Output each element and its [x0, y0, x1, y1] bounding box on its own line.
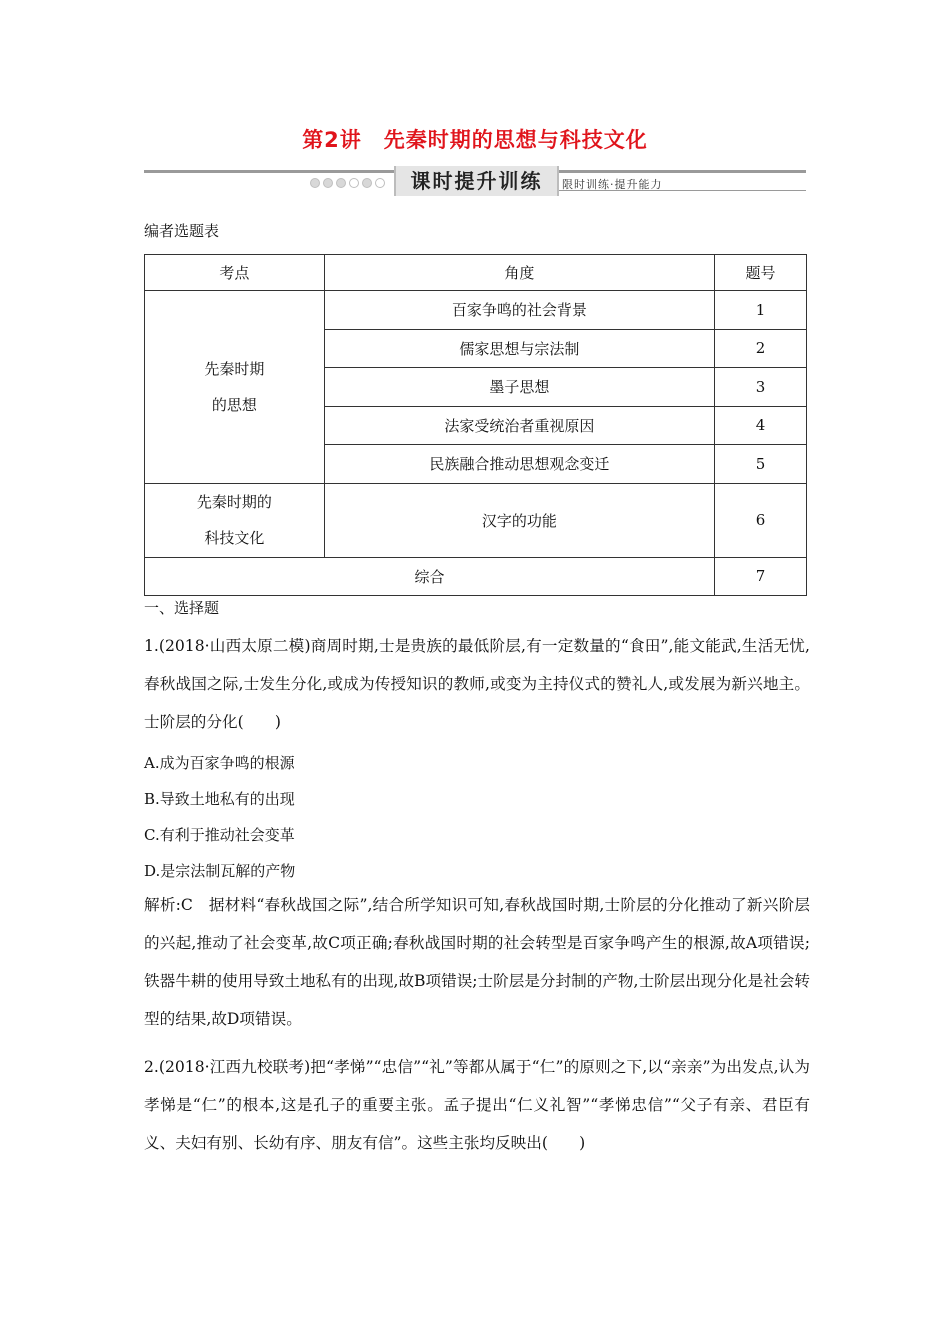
table-row [145, 483, 807, 557]
question-1-option-a: A.成为百家争鸣的根源 [144, 754, 295, 772]
angle-cell: 汉字的功能 [324, 483, 714, 557]
number-cell: 2 [715, 329, 807, 368]
number-cell: 7 [715, 557, 807, 595]
angle-cell: 法家受统治者重视原因 [324, 406, 714, 445]
summary-label: 综合 [145, 557, 715, 595]
angle-cell: 儒家思想与宗法制 [324, 329, 714, 368]
dot-icon [310, 178, 320, 188]
banner-tagline: 限时训练·提升能力 [562, 178, 663, 191]
header-angle: 角度 [324, 255, 714, 291]
question-1-option-c: C.有利于推动社会变革 [144, 826, 295, 844]
question-1-analysis: 解析:C 据材料“春秋战国之际”,结合所学知识可知,春秋战国时期,士阶层的分化推动了新兴阶层的兴起,推动了社会变革,故C项正确;春秋战国时期的社会转型是百家争鸣产生的根源,故A项错误;铁器牛耕的使用导致土地私有的出现,故B项错误;士阶层是分封制的产物,士阶层出现分化是社会转型的结果,故D项错误。 [144, 896, 810, 1028]
dot-icon [375, 178, 385, 188]
dot-icon [323, 178, 333, 188]
table-summary-row [145, 557, 807, 595]
question-1-stem: 1.(2018·山西太原二模)商周时期,士是贵族的最低阶层,有一定数量的“食田”,能文能武,生活无忧,春秋战国之际,士发生分化,或成为传授知识的教师,或变为主持仪式的赞礼人,或发展为新兴地主。士阶层的分化( ) [144, 637, 810, 731]
topic-selection-table [144, 254, 807, 596]
number-cell: 3 [715, 368, 807, 407]
table-header-row [145, 255, 807, 291]
table-row [145, 291, 807, 330]
banner-label: 课时提升训练 [394, 166, 559, 196]
angle-cell: 百家争鸣的社会背景 [324, 291, 714, 330]
section-title: 一、选择题 [144, 599, 220, 617]
number-cell: 1 [715, 291, 807, 330]
section-banner [144, 166, 806, 200]
number-cell: 6 [715, 483, 807, 557]
topic-cell: 先秦时期 的思想 [145, 291, 325, 484]
angle-cell: 民族融合推动思想观念变迁 [324, 445, 714, 484]
lesson-title: 第2讲 先秦时期的思想与科技文化 [302, 128, 648, 152]
dot-icon [336, 178, 346, 188]
number-cell: 5 [715, 445, 807, 484]
question-1-option-d: D.是宗法制瓦解的产物 [144, 862, 296, 880]
dot-icon [349, 178, 359, 188]
topic-cell: 先秦时期的 科技文化 [145, 483, 325, 557]
table-caption: 编者选题表 [144, 222, 220, 240]
number-cell: 4 [715, 406, 807, 445]
header-topic: 考点 [145, 255, 325, 291]
question-2-stem: 2.(2018·江西九校联考)把“孝悌”“忠信”“礼”等都从属于“仁”的原则之下,以“亲亲”为出发点,认为孝悌是“仁”的根本,这是孔子的重要主张。孟子提出“仁义礼智”“孝悌忠信”“父子有亲、君臣有义、夫妇有别、长幼有序、朋友有信”。这些主张均反映出( ) [144, 1058, 810, 1152]
header-number: 题号 [715, 255, 807, 291]
banner-dots [310, 178, 385, 190]
question-1-option-b: B.导致土地私有的出现 [144, 790, 295, 808]
dot-icon [362, 178, 372, 188]
angle-cell: 墨子思想 [324, 368, 714, 407]
